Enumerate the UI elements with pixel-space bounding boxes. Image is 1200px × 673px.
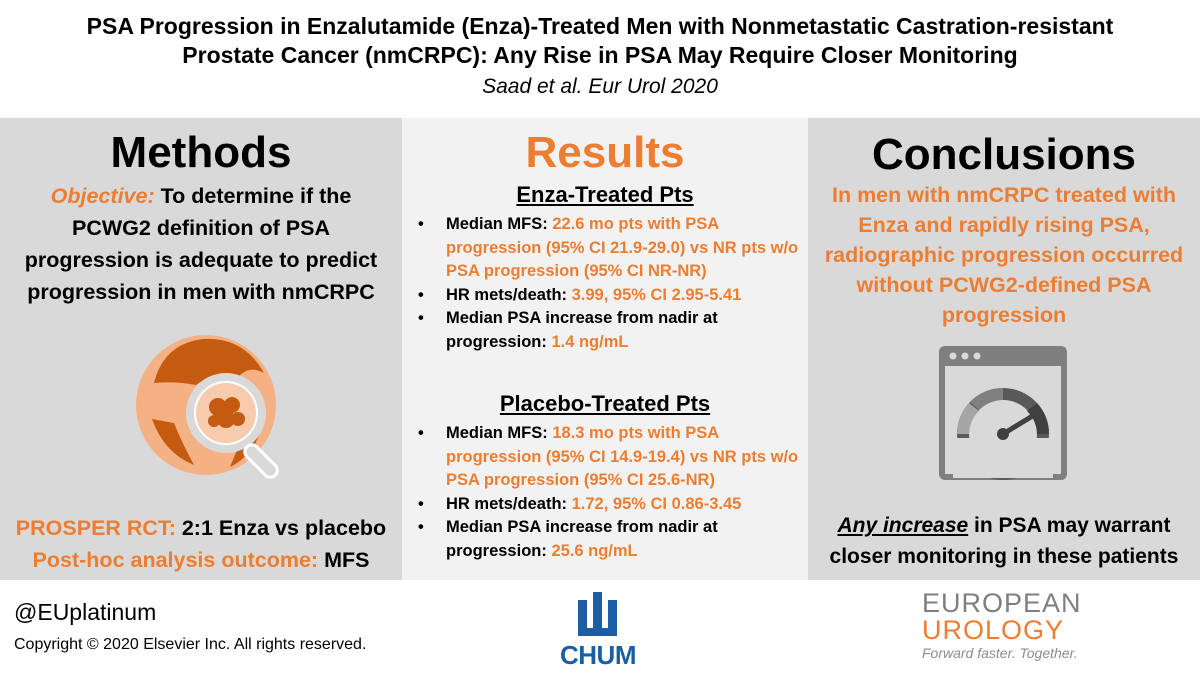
design-text: 2:1 Enza vs placebo [175, 516, 387, 540]
bullet-value: 18.3 mo pts with PSA progression (95% CI 14.9-19.4) vs NR pts w/o PSA progression (95% CI 25.6-NR) [446, 424, 799, 489]
bullet-glyph: • [418, 494, 424, 513]
conclusions-panel [808, 118, 1200, 580]
browser-gauge-icon [939, 346, 1067, 480]
enza-heading: Enza-Treated Pts [516, 182, 694, 207]
bullet-label: Median MFS: [446, 424, 553, 442]
results-title: Results [525, 128, 685, 177]
list-item [402, 422, 808, 493]
bullet-label: HR mets/death: [446, 494, 572, 513]
placebo-bullet-list [402, 422, 808, 563]
enza-bullet-list [402, 213, 808, 354]
bullet-glyph: • [418, 285, 424, 304]
placebo-heading: Placebo-Treated Pts [499, 391, 711, 416]
bullet-value: 22.6 mo pts with PSA progression (95% CI 21.9-29.0) vs NR pts w/o PSA progression (95% CI NR-NR) [446, 215, 799, 280]
design-label: PROSPER RCT: [15, 516, 176, 540]
header [0, 0, 1200, 118]
bullet-value: 25.6 ng/mL [551, 541, 638, 560]
any-increase-emphasis: Any increase [837, 514, 969, 537]
journal-tagline: Forward faster. Together. [922, 645, 1078, 661]
european-urology-logo [922, 590, 1122, 662]
page-title-line-1: PSA Progression in Enzalutamide (Enza)-Treated Men with Nonmetastatic Castration-resistant [86, 13, 1114, 39]
citation: Saad et al. Eur Urol 2020 [482, 75, 718, 98]
journal-name-line-1: EUROPEAN [922, 588, 1082, 618]
twitter-handle: @EUplatinum [14, 599, 157, 625]
conclusions-title: Conclusions [871, 130, 1137, 179]
chum-logo-icon [548, 590, 648, 640]
bullet-value: 1.4 ng/mL [551, 332, 629, 351]
outcome-line [0, 544, 402, 576]
bullet-glyph: • [418, 424, 424, 442]
chum-logo [548, 590, 648, 668]
methods-panel [0, 118, 402, 580]
conclusions-foot-text: in PSA may warrant closer monitoring in these patients [829, 514, 1179, 568]
objective-text: To determine if the PCWG2 definition of PSA progression is adequate to predict progression in men with nmCRPC [24, 184, 378, 304]
page-title-line-2: Prostate Cancer (nmCRPC): Any Rise in PSA May Require Closer Monitoring [182, 42, 1018, 68]
outcome-label: Post-hoc analysis outcome: [32, 548, 319, 572]
conclusions-text: In men with nmCRPC treated with Enza and rapidly rising PSA, radiographic progression occurred without PCWG2-defined PSA progression [824, 183, 1184, 327]
bullet-label: HR mets/death: [446, 285, 572, 304]
bullet-glyph: • [418, 518, 424, 536]
bullet-label: Median PSA increase from nadir at progression: [446, 309, 718, 351]
bullet-value: 3.99, 95% CI 2.95-5.41 [571, 285, 742, 304]
bullet-label: Median PSA increase from nadir at progression: [446, 518, 718, 560]
prostate-magnifier-icon [134, 323, 304, 493]
bullet-label: Median MFS: [446, 215, 553, 233]
list-item [402, 213, 808, 284]
objective [10, 180, 392, 308]
journal-name-line-2: UROLOGY [922, 615, 1065, 645]
methods-title: Methods [110, 128, 292, 177]
list-item [402, 284, 808, 308]
chum-wordmark: CHUM [560, 640, 636, 670]
list-item [402, 307, 808, 354]
list-item [402, 516, 808, 563]
list-item [402, 493, 808, 517]
methods-footnote [0, 512, 402, 576]
bullet-glyph: • [418, 215, 424, 233]
bullet-glyph: • [418, 309, 424, 327]
conclusions-footnote [808, 510, 1200, 572]
copyright: Copyright © 2020 Elsevier Inc. All rights reserved. [14, 636, 367, 653]
results-panel [402, 118, 808, 580]
outcome-text: MFS [318, 548, 370, 572]
bullet-value: 1.72, 95% CI 0.86-3.45 [571, 494, 742, 513]
design-line [0, 512, 402, 544]
objective-label: Objective: [50, 184, 155, 208]
